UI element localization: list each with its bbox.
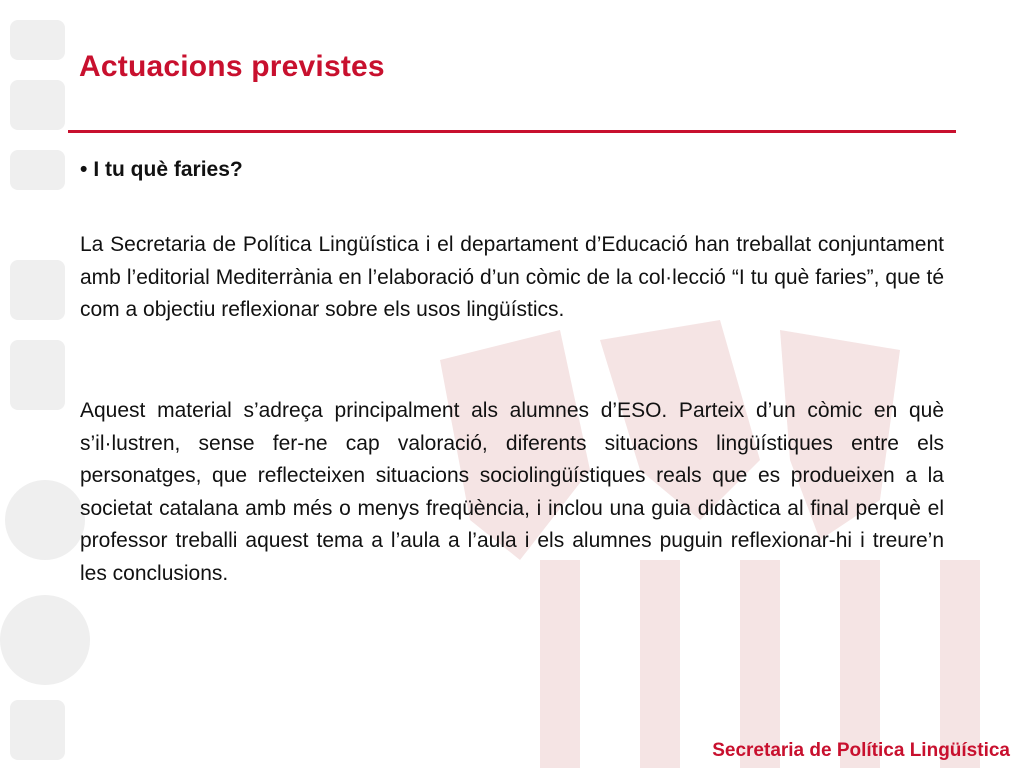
- paragraph-intro: La Secretaria de Política Lingüística i el departament d’Educació han treballat conjuntament amb l’editorial Mediterrània en l’elaboració d’un còmic de la col·lecció “I tu què faries”, que té com a objectiu reflexionar sobre els usos lingüístics.: [80, 233, 944, 322]
- footer-organization: Secretaria de Política Lingüística: [712, 740, 1010, 761]
- bullet-item: [80, 158, 243, 182]
- bullet-text: I tu què faries?: [93, 158, 243, 181]
- paragraph-material: Aquest material s’adreça principalment als alumnes d’ESO. Parteix d’un còmic en què s’il·lustren, sense fer-ne cap valoració, diferents situacions lingüístiques entre els personatges, que reflecteixen situacions sociolingüístiques reals que es produeixen a la societat catalana amb més o menys freqüència, i inclou una guia didàctica al final perquè el professor treballi aquest tema a l’aula a l’aula i els alumnes puguin reflexionar-hi i treure’n les conclusions.: [80, 399, 944, 585]
- bullet-marker: •: [80, 158, 88, 181]
- slide-title: Actuacions previstes: [79, 50, 385, 83]
- title-divider: [68, 130, 956, 133]
